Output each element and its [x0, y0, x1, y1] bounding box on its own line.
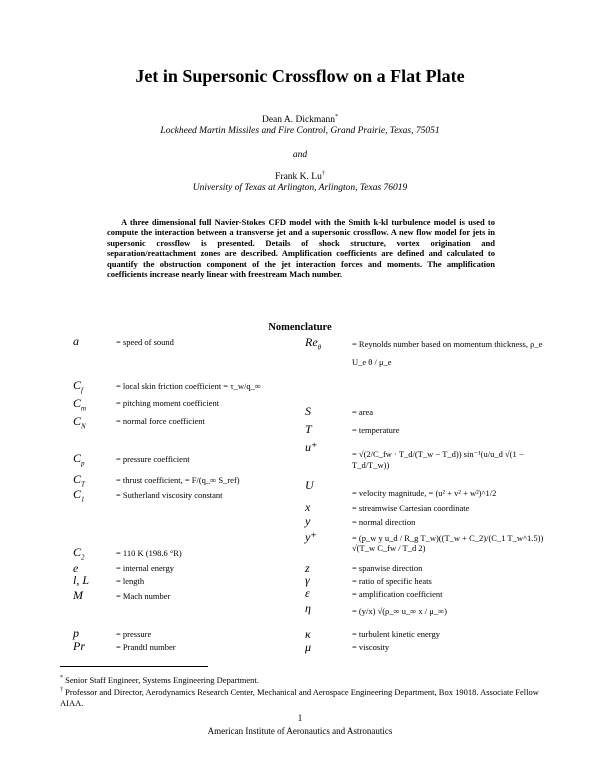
abstract: A three dimensional full Navier-Stokes CFD model with the Smith k-kl turbulence model is used to compute the interaction between a transverse jet and a supersonic crossflow. A new flow model for jets in supersonic crossflow is presented. Details of shock structure, vortex origination and separation/reattachment zones are described. Amplification coefficients are defined and calculated to quantify the obstruction component of the jet interaction forces and moments. The amplification coefficients increase nearly linear with freestream Mach number.: [107, 217, 495, 280]
author-1-mark: *: [335, 114, 339, 120]
nom-def-re: = Reynolds number based on momentum thickness, ρ_e U_e θ / μ_e: [352, 339, 543, 367]
footnote-2-mark: †: [60, 687, 63, 693]
nom-symbol-uplus: u⁺: [305, 440, 318, 454]
author-2-mark: †: [321, 171, 325, 177]
nom-def-epsilon: = amplification coefficient: [352, 589, 443, 599]
nom-symbol-x: x: [305, 500, 311, 514]
author-2-name: Frank K. Lu: [275, 172, 322, 183]
nom-def-pr: = Prandtl number: [116, 642, 176, 652]
footnote-2-text: Professor and Director, Aerodynamics Research Center, Mechanical and Aerospace Engineering Department, Box 19018. Associate Fellow AIAA.: [60, 686, 539, 708]
nom-symbol-yplus: y⁺: [305, 530, 317, 544]
nom-def-mu: = viscosity: [352, 642, 390, 652]
nom-def-cm: = pitching moment coefficient: [116, 398, 220, 408]
nom-symbol-p: p: [73, 626, 79, 640]
nom-def-e: = internal energy: [116, 563, 174, 573]
nom-symbol-mu: μ: [305, 640, 312, 654]
nom-symbol-c2: $C_2$: [73, 545, 85, 562]
footnote-1: [60, 673, 550, 686]
nom-def-x: = streamwise Cartesian coordinate: [352, 503, 470, 513]
nom-def-t: = temperature: [352, 425, 400, 435]
nom-def-s: = area: [352, 407, 374, 417]
footnote-1-mark: *: [60, 675, 63, 681]
nom-def-ct: = thrust coefficient, = F/(q_∞ S_ref): [116, 475, 240, 485]
nom-symbol-ct: $C_T$: [73, 472, 85, 489]
nom-def-z: = spanwise direction: [352, 563, 423, 573]
nom-symbol-a: a: [73, 334, 79, 348]
nom-symbol-gamma: γ: [305, 573, 310, 587]
nom-symbol-l: l, L: [73, 573, 90, 587]
nom-symbol-cp: $C_p$: [73, 451, 85, 468]
author-1: [0, 114, 600, 125]
nom-def-eta: = (y/x) √(ρ_∞ u_∞ x / μ_∞): [352, 606, 447, 616]
nom-symbol-e: e: [73, 561, 79, 575]
nom-symbol-t: T: [305, 422, 312, 436]
nom-def-c1: = Sutherland viscosity constant: [116, 490, 223, 500]
nom-def-yplus: = (p_w y u_d / R_g T_w)((T_w + C_2)/(C_1 T_w^1.5)) √(T_w C_fw / T_d 2): [352, 533, 544, 553]
nom-symbol-cm: $C_m$: [73, 396, 87, 413]
nom-def-u: = velocity magnitude, = (u² + v² + w²)^1/2: [352, 488, 497, 498]
nom-symbol-kappa: κ: [305, 627, 311, 641]
nom-def-gamma: = ratio of specific heats: [352, 576, 432, 586]
nomenclature-heading: Nomenclature: [268, 322, 332, 333]
author-2-affiliation: University of Texas at Arlington, Arlington, Texas 76019: [192, 183, 408, 193]
nom-def-cn: = normal force coefficient: [116, 416, 205, 426]
and-text: and: [292, 150, 308, 160]
nom-def-cp: = pressure coefficient: [116, 454, 190, 464]
nom-def-y: = normal direction: [352, 517, 416, 527]
nom-symbol-re: $Re_\theta$: [305, 335, 322, 352]
author-1-affiliation: Lockheed Martin Missiles and Fire Control, Grand Prairie, Texas, 75051: [160, 126, 440, 136]
footnote-rule: [60, 666, 208, 667]
nom-symbol-m: M: [73, 588, 83, 602]
page-title: Jet in Supersonic Crossflow on a Flat Plate: [135, 66, 465, 86]
author-2: [0, 171, 600, 182]
nom-def-m: = Mach number: [116, 591, 171, 601]
author-1-name: Dean A. Dickmann: [261, 115, 336, 126]
nom-def-kappa: = turbulent kinetic energy: [352, 629, 440, 639]
nom-symbol-c1: $C_1$: [73, 487, 85, 504]
nom-def-uplus: = √(2/C_fw · T_d/(T_w − T_d)) sin⁻¹(u/u_d √(1 − T_d/T_w)): [352, 449, 524, 470]
nom-symbol-z: z: [305, 561, 310, 575]
footer-org: American Institute of Aeronautics and Astronautics: [207, 726, 393, 736]
nom-symbol-epsilon: ε: [305, 586, 310, 600]
nom-symbol-cf: $C_f$: [73, 378, 83, 395]
footnote-2: [60, 685, 550, 709]
nom-def-cf: = local skin friction coefficient = τ_w/q_∞: [116, 381, 261, 391]
nom-def-c2: = 110 K (198.6 °R): [116, 548, 182, 558]
nom-def-p: = pressure: [116, 629, 152, 639]
page-number: 1: [297, 713, 303, 723]
nom-symbol-pr: Pr: [73, 639, 85, 653]
nom-symbol-y: y: [305, 514, 311, 528]
nom-symbol-cn: $C_N$: [73, 414, 86, 431]
nom-def-l: = length: [116, 576, 145, 586]
nom-def-a: = speed of sound: [116, 337, 174, 347]
nom-symbol-eta: η: [305, 601, 311, 615]
nom-symbol-u: U: [305, 478, 314, 492]
footnote-1-text: Senior Staff Engineer, Systems Engineering Department.: [65, 674, 259, 685]
nom-symbol-s: S: [305, 404, 311, 418]
